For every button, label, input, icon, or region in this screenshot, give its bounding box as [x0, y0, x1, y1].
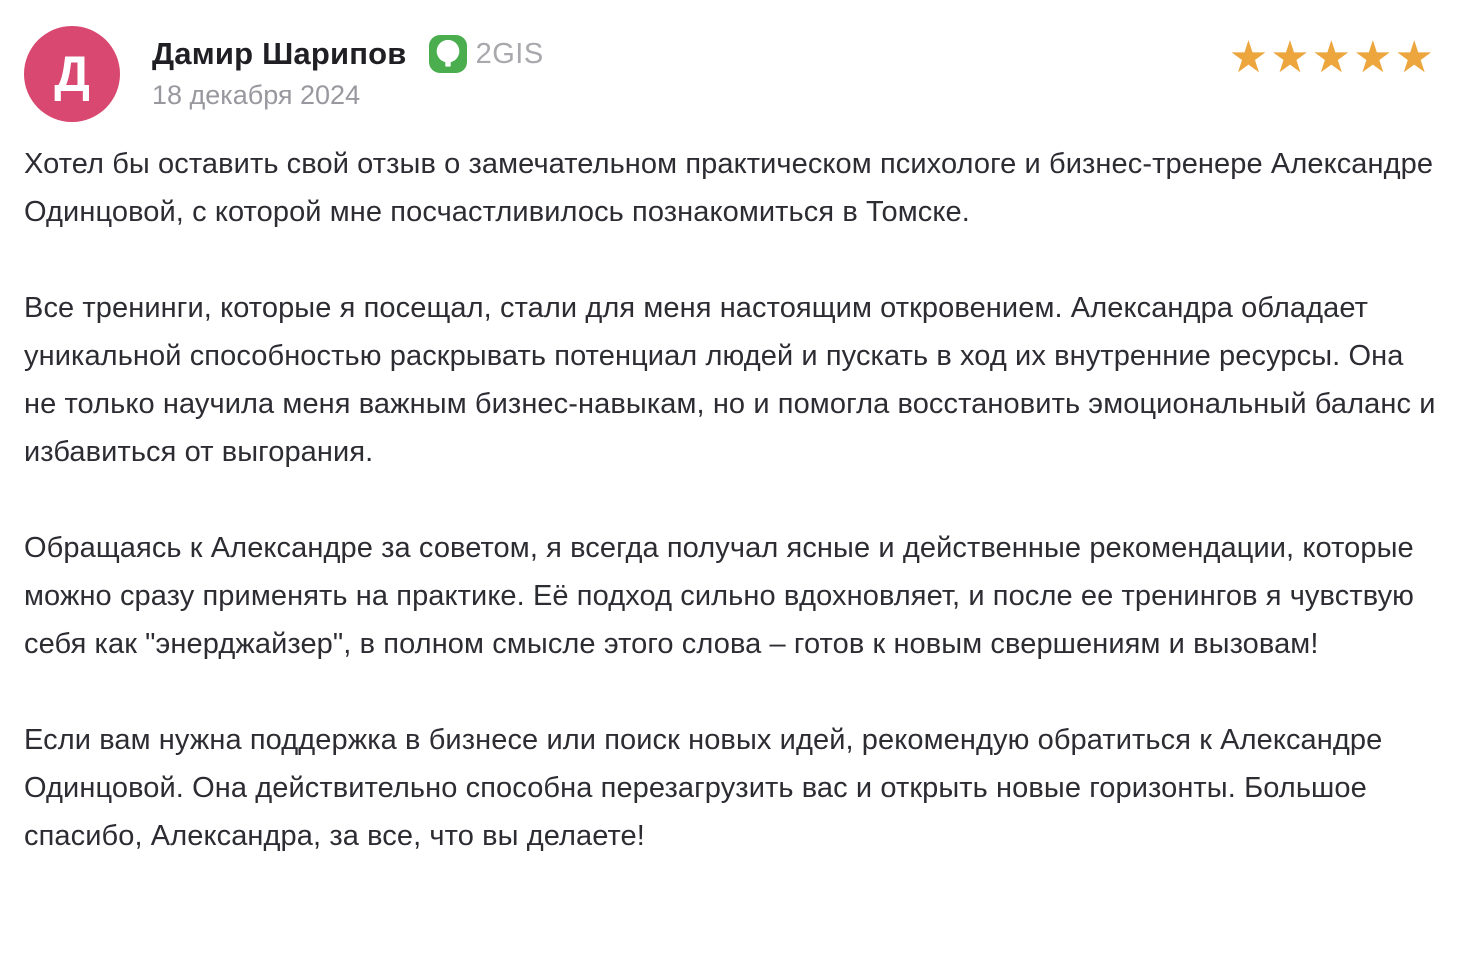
author-name: Дамир Шарипов — [152, 36, 407, 71]
star-rating: ★★★★★ — [1228, 33, 1436, 82]
author-block — [152, 26, 544, 111]
review-text — [24, 140, 1436, 860]
avatar-initial: Д — [54, 46, 90, 102]
source-label: 2GIS — [475, 37, 544, 70]
review-date: 18 декабря 2024 — [152, 80, 361, 110]
2gis-logo-icon — [429, 35, 467, 73]
review-paragraph: Хотел бы оставить свой отзыв о замечательном практическом психологе и бизнес-тренере Александре Одинцовой, с которой мне посчастливилось познакомиться в Томске. — [24, 148, 1434, 228]
source-badge[interactable] — [429, 35, 544, 73]
review-paragraph: Обращаясь к Александре за советом, я всегда получал ясные и действенные рекомендации, которые можно сразу применять на практике. Её подход сильно вдохновляет, и после ее тренингов я чувствую себя как "энерджайзер", в полном смысле этого слова – готов к новым свершениям и вызовам! — [24, 532, 1415, 660]
review-header — [24, 26, 1436, 122]
review-paragraph: Если вам нужна поддержка в бизнесе или поиск новых идей, рекомендую обратиться к Александре Одинцовой. Она действительно способна перезагрузить вас и открыть новые горизонты. Большое спасибо, Александра, за все, что вы делаете! — [24, 724, 1383, 852]
avatar — [24, 26, 120, 122]
review-paragraph: Все тренинги, которые я посещал, стали для меня настоящим откровением. Александра обладает уникальной способностью раскрывать потенциал людей и пускать в ход их внутренние ресурсы. Она не только научила меня важным бизнес-навыкам, но и помогла восстановить эмоциональный баланс и избавиться от выгорания. — [24, 292, 1436, 468]
